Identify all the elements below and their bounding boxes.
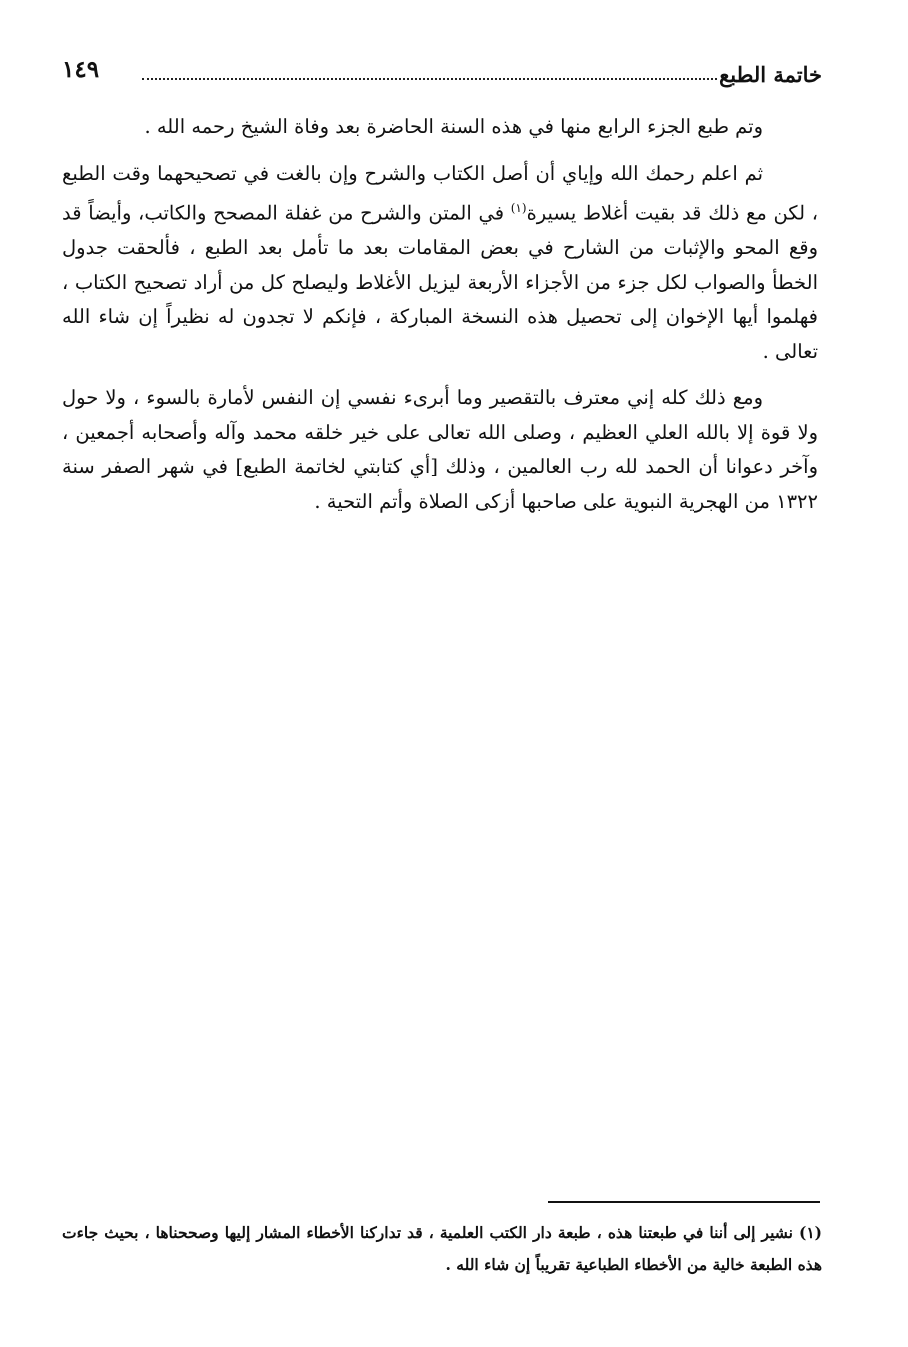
running-head <box>62 54 822 94</box>
body-text <box>62 110 818 531</box>
paragraph-1: وتم طبع الجزء الرابع منها في هذه السنة الحاضرة بعد وفاة الشيخ رحمه الله . <box>144 115 763 138</box>
footnote-marker: (١) <box>510 201 527 215</box>
page-number: ١٤٩ <box>62 56 100 83</box>
footnote-rule <box>548 1201 820 1203</box>
footnote <box>62 1217 822 1281</box>
leader-dots <box>142 78 717 80</box>
paragraph-2 <box>62 157 818 370</box>
paragraph-3: ومع ذلك كله إني معترف بالتقصير وما أبرىء نفسي إن النفس لأمارة بالسوء ، ولا حول ولا قوة إلا بالله العلي العظيم ، وصلى الله تعالى على خير خلقه محمد وآله وأصحابه أجمعين ، وآخر دعوانا أن الحمد لله رب العالمين ، وذلك [أي كتابتي لخاتمة الطبع] في شهر الصفر سنة ١٣٢٢ من الهجرية النبوية على صاحبها أزكى الصلاة وأتم التحية . <box>62 386 818 513</box>
paragraph-2-part-1: ثم اعلم رحمك الله وإياي أن أصل الكتاب والشرح وإن بالغت في تصحيحهما وقت الطبع ، لكن مع ذلك قد بقيت أغلاط يسيرة <box>62 161 819 225</box>
running-head-title: خاتمة الطبع <box>719 62 822 87</box>
footnote-text: (١) نشير إلى أننا في طبعتنا هذه ، طبعة دار الكتب العلمية ، قد تداركنا الأخطاء المشار إليها وصححناها ، بحيث جاءت هذه الطبعة خالية من الأخطاء الطباعية تقريباً إن شاء الله . <box>62 1223 822 1274</box>
paragraph-2-part-2: في المتن والشرح من غفلة المصحح والكاتب، وأيضاً قد وقع المحو والإثبات من الشارح في بعض المقامات بعد ما تأمل بعد الطبع ، فألحقت جدول الخطأ والصواب لكل جزء من الأجزاء الأربعة ليزيل الأغلاط وليصلح كل من أراد تصحيح الكتاب ، فهلموا أيها الإخوان إلى تحصيل هذه النسخة المباركة ، فإنكم لا تجدون له نظيراً إن شاء الله تعالى . <box>62 201 818 363</box>
